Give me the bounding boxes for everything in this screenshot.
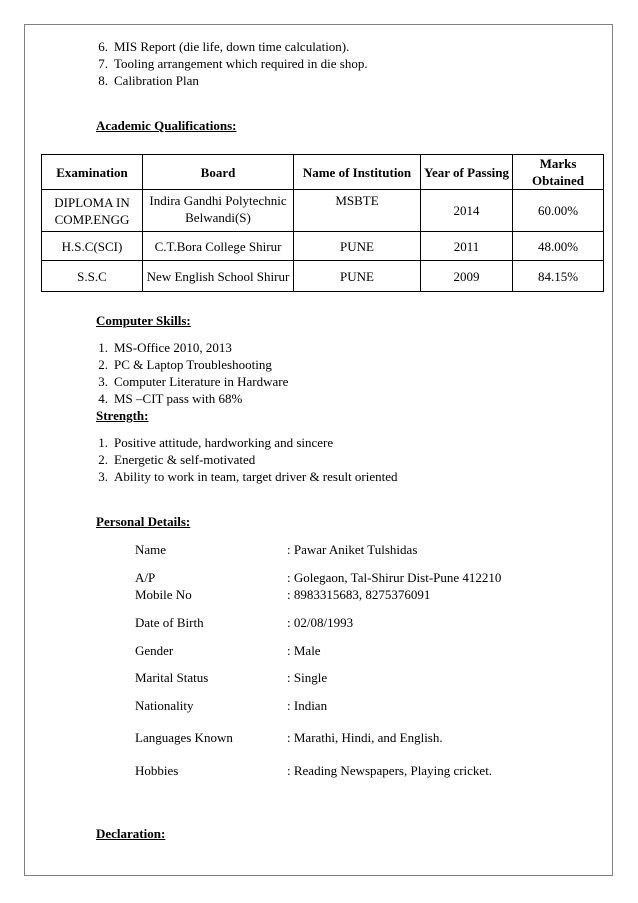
cell-year: 2014 bbox=[421, 190, 513, 232]
list-number: 1. bbox=[98, 340, 108, 355]
header-marks: Marks Obtained bbox=[513, 155, 604, 190]
list-number: 8. bbox=[98, 73, 108, 88]
list-text: PC & Laptop Troubleshooting bbox=[114, 357, 272, 372]
address-value: : Golegaon, Tal-Shirur Dist-Pune 412210 bbox=[287, 570, 502, 585]
gender-label: Gender bbox=[135, 643, 174, 658]
table-row bbox=[42, 190, 604, 232]
list-number: 1. bbox=[98, 435, 108, 450]
cell-board: C.T.Bora College Shirur bbox=[143, 232, 294, 261]
marital-status-label: Marital Status bbox=[135, 670, 209, 685]
list-text: Computer Literature in Hardware bbox=[114, 374, 289, 389]
list-number: 2. bbox=[98, 452, 108, 467]
cell-board: New English School Shirur bbox=[143, 261, 294, 292]
cell-year: 2009 bbox=[421, 261, 513, 292]
name-label: Name bbox=[135, 542, 167, 557]
list-text: Energetic & self-motivated bbox=[114, 452, 256, 467]
mobile-value: : 8983315683, 8275376091 bbox=[287, 587, 431, 602]
cell-marks: 84.15% bbox=[513, 261, 604, 292]
list-text: MS-Office 2010, 2013 bbox=[114, 340, 232, 355]
cell-exam: DIPLOMA IN COMP.ENGG bbox=[42, 190, 143, 232]
cell-institution: PUNE bbox=[294, 261, 421, 292]
list-number: 2. bbox=[98, 357, 108, 372]
list-text: Positive attitude, hardworking and sincere bbox=[114, 435, 334, 450]
strength-item bbox=[88, 469, 398, 485]
mobile-label: Mobile No bbox=[135, 587, 192, 602]
cell-year: 2011 bbox=[421, 232, 513, 261]
header-institution: Name of Institution bbox=[294, 155, 421, 190]
languages-label: Languages Known bbox=[135, 730, 233, 745]
task-item bbox=[88, 56, 368, 72]
skill-item bbox=[88, 357, 272, 373]
list-number: 3. bbox=[98, 469, 108, 484]
table-header-row bbox=[42, 155, 604, 190]
languages-value: : Marathi, Hindi, and English. bbox=[287, 730, 443, 745]
skill-item bbox=[88, 340, 232, 356]
table-row bbox=[42, 261, 604, 292]
marital-status-value: : Single bbox=[287, 670, 328, 685]
nationality-value: : Indian bbox=[287, 698, 328, 713]
list-number: 6. bbox=[98, 39, 108, 54]
cell-marks: 60.00% bbox=[513, 190, 604, 232]
strength-item bbox=[88, 435, 333, 451]
hobbies-value: : Reading Newspapers, Playing cricket. bbox=[287, 763, 493, 778]
cell-marks: 48.00% bbox=[513, 232, 604, 261]
gender-value: : Male bbox=[287, 643, 321, 658]
list-text: Ability to work in team, target driver & result oriented bbox=[114, 469, 398, 484]
declaration-heading: Declaration: bbox=[96, 826, 166, 841]
list-text: MIS Report (die life, down time calculation). bbox=[114, 39, 350, 54]
list-text: Calibration Plan bbox=[114, 73, 199, 88]
list-text: MS –CIT pass with 68% bbox=[114, 391, 243, 406]
header-board: Board bbox=[143, 155, 294, 190]
skill-item bbox=[88, 374, 288, 390]
computer-skills-heading: Computer Skills: bbox=[96, 313, 191, 328]
nationality-label: Nationality bbox=[135, 698, 194, 713]
qualifications-table bbox=[41, 154, 604, 292]
list-number: 7. bbox=[98, 56, 108, 71]
list-text: Tooling arrangement which required in die shop. bbox=[114, 56, 368, 71]
cell-board: Indira Gandhi Polytechnic Belwandi(S) bbox=[143, 190, 294, 232]
skill-item bbox=[88, 391, 242, 407]
list-number: 3. bbox=[98, 374, 108, 389]
cell-exam: H.S.C(SCI) bbox=[42, 232, 143, 261]
strength-item bbox=[88, 452, 255, 468]
personal-details-heading: Personal Details: bbox=[96, 514, 191, 529]
list-number: 4. bbox=[98, 391, 108, 406]
header-examination: Examination bbox=[42, 155, 143, 190]
academic-heading: Academic Qualifications: bbox=[96, 118, 237, 133]
table-row bbox=[42, 232, 604, 261]
task-item bbox=[88, 39, 349, 55]
task-item bbox=[88, 73, 199, 89]
cell-exam: S.S.C bbox=[42, 261, 143, 292]
dob-value: : 02/08/1993 bbox=[287, 615, 354, 630]
cell-institution: PUNE bbox=[294, 232, 421, 261]
address-label: A/P bbox=[135, 570, 156, 585]
cell-institution: MSBTE bbox=[294, 190, 421, 232]
name-value: : Pawar Aniket Tulshidas bbox=[287, 542, 418, 557]
dob-label: Date of Birth bbox=[135, 615, 204, 630]
strength-heading: Strength: bbox=[96, 408, 149, 423]
header-year: Year of Passing bbox=[421, 155, 513, 190]
hobbies-label: Hobbies bbox=[135, 763, 179, 778]
